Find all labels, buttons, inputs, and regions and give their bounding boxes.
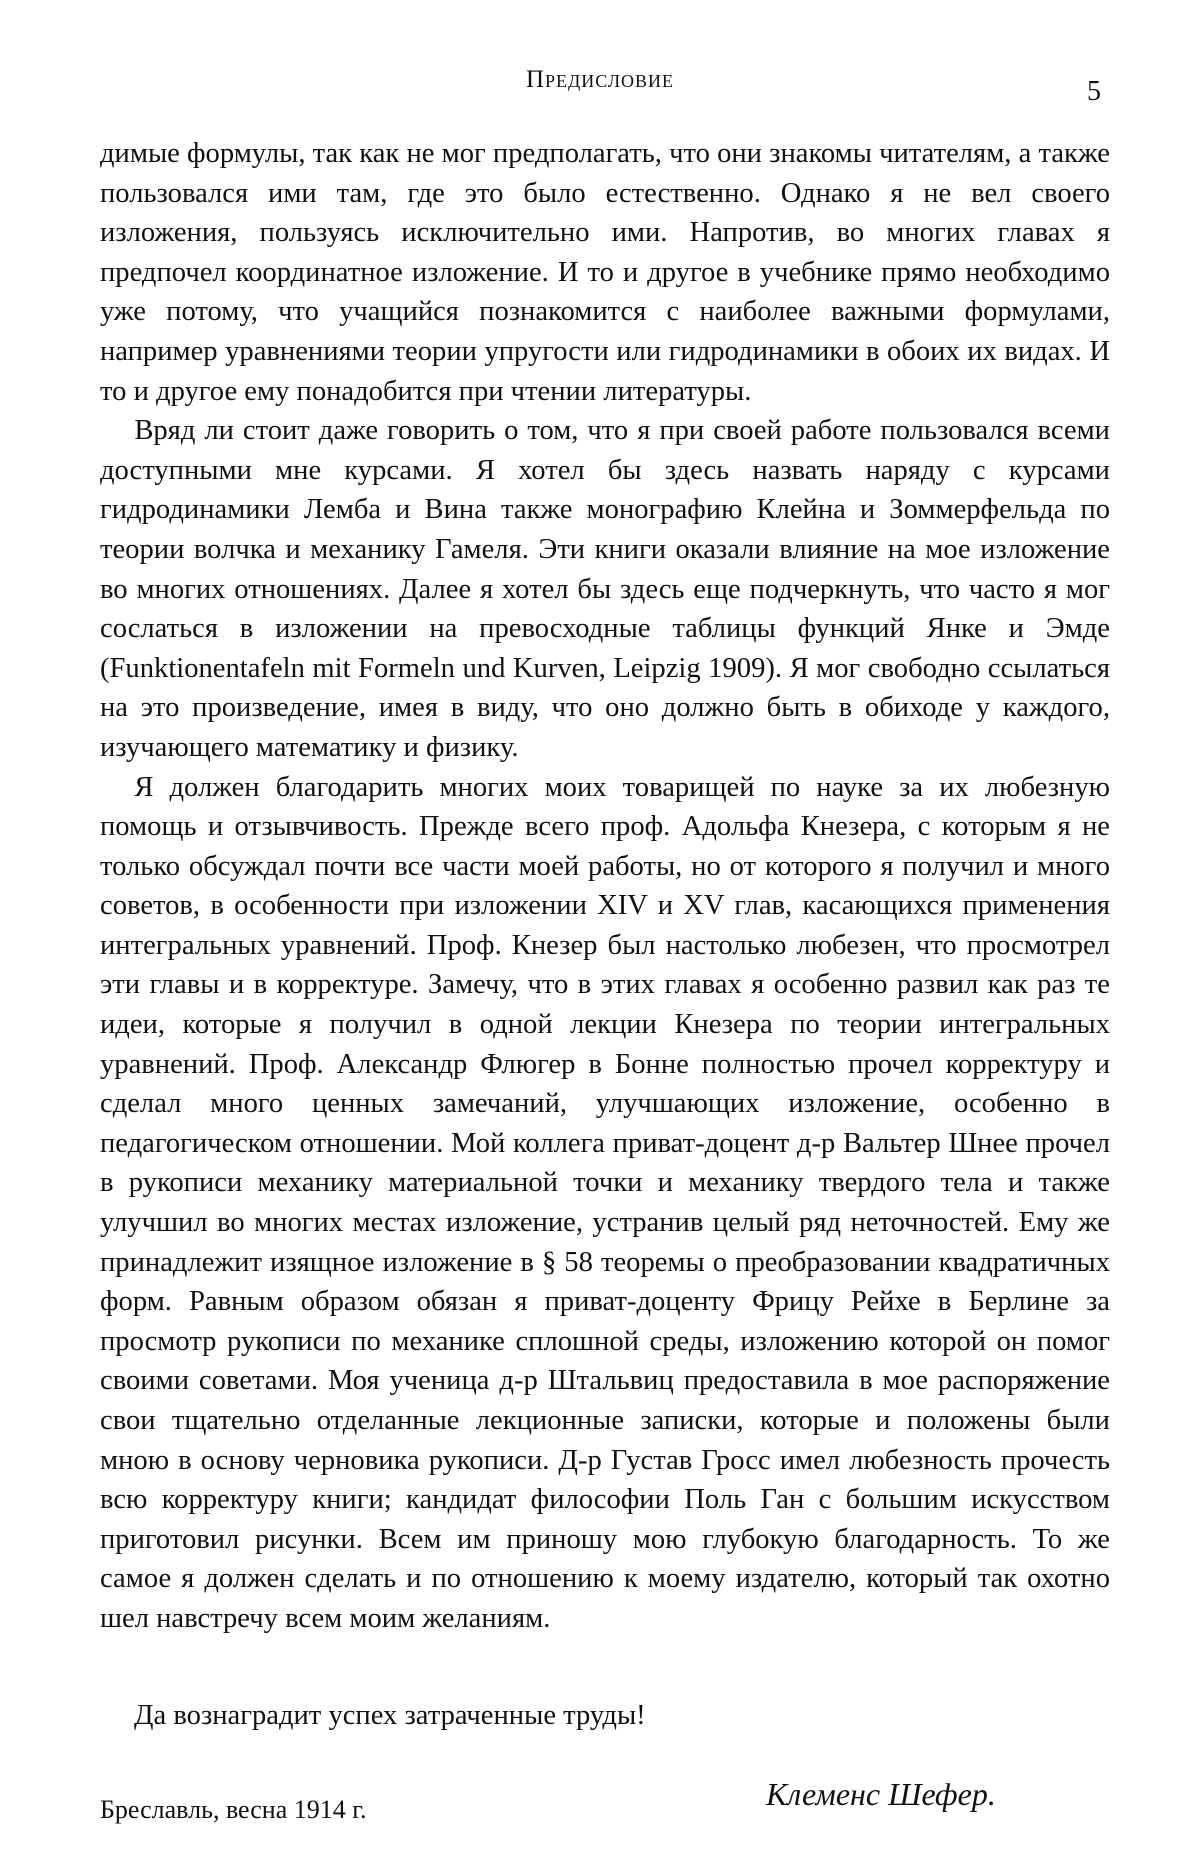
body-text [100,134,1110,1639]
page-number: 5 [1087,76,1101,107]
closing-line: Да вознаградит успех затраченные труды! [134,1700,646,1731]
author-signature: Клеменс Шефер. [766,1776,996,1812]
paragraph-sources: Вряд ли стоит даже говорить о том, что я при своей работе пользовался всеми доступными мне курсами. Я хотел бы здесь назвать наряду с курсами гидродинамики Лемба и Вина также монографию Клейна и Зоммерфельда по теории волчка и механику Гамеля. Эти книги оказали влияние на мое изложение во многих отношениях. Далее я хотел бы здесь еще подчеркнуть, что часто я мог сослаться в изложении на превосходные таблицы функций Янке и Эмде (Funktionentafeln mit Formeln und Kurven, Leipzig 1909). Я мог свободно ссылаться на это произведение, имея в виду, что оно должно быть в обиходе у каждого, изучающего математику и физику. [100,415,1110,763]
paragraph-acknowledgements: Я должен благодарить многих моих товарищей по науке за их любезную помощь и отзывчивость. Прежде всего проф. Адольфа Кнезера, с которым я не только обсуждал почти все части моей работы, но от которого я получил и много советов, в особенности при изложении XIV и XV глав, касающихся применения интегральных уравнений. Проф. Кнезер был настолько любезен, что просмотрел эти главы и в корректуре. Замечу, что в этих главах я особенно развил как раз те идеи, которые я получил в одной лекции Кнезера по теории интегральных уравнений. Проф. Александр Флюгер в Бонне полностью прочел корректуру и сделал много ценных замечаний, улучшающих изложение, особенно в педагогическом отношении. Мой коллега приват-доцент д-р Вальтер Шнее прочел в рукописи механику материальной точки и механику твердого тела и также улучшил во многих местах изложение, устранив целый ряд неточностей. Ему же принадлежит изящное изложение в § 58 теоремы о преобразовании квадратичных форм. Равным образом обязан я приват-доценту Фрицу Рейхе в Берлине за просмотр рукописи по механике сплошной среды, изложению которой он помог своими советами. Моя ученица д-р Штальвиц предоставила в мое распоряжение свои тщательно отделанные лекционные записки, которые и положены были мною в основу черновика рукописи. Д-р Густав Гросс имел любезность прочесть всю корректуру книги; кандидат философии Поль Ган с большим искусством приготовил рисунки. Всем им приношу мою глубокую благодарность. То же самое я должен сделать и по отношению к моему издателю, который так охотно шел навстречу всем моим желаниям. [100,771,1110,1634]
place-and-date: Бреславль, весна 1914 г. [100,1795,367,1824]
page-header [0,66,1200,106]
paragraph-continuation: димые формулы, так как не мог предполагать, что они знакомы читателям, а также пользовался ими там, где это было естественно. Однако я не вел своего изложения, пользуясь исключительно ими. Напротив, во многих главах я предпочел координатное изложение. И то и другое в учебнике прямо необходимо уже потому, что учащийся познакомится с наиболее важными формулами, например уравнениями теории упругости или гидродинамики в обоих их видах. И то и другое ему понадобится при чтении литературы. [100,138,1110,407]
running-title: Предисловие [525,66,675,93]
